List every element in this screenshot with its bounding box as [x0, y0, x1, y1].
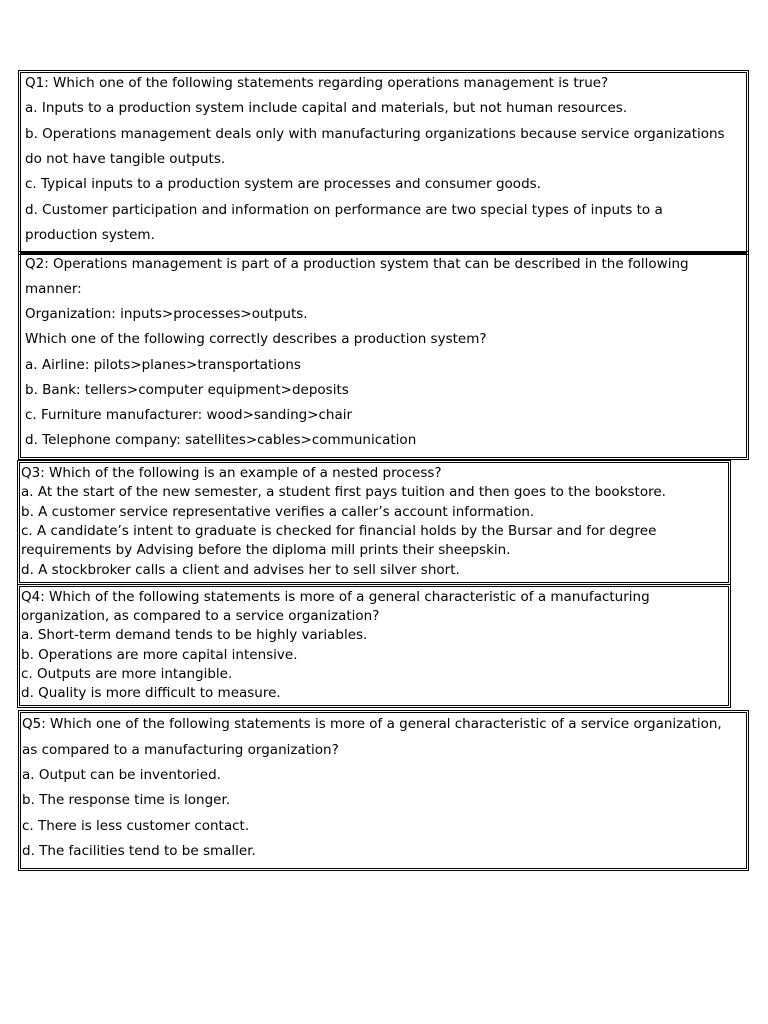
question-4-box [19, 586, 729, 706]
question-2-box [20, 253, 747, 458]
question-2-option-c: c. Furniture manufacturer: wood>sanding>chair [25, 407, 353, 423]
question-5-option-c: c. There is less customer contact. [22, 818, 250, 834]
question-1-option-d: d. Customer participation and information on performance are two special types of inputs to a [25, 202, 663, 218]
question-4-option-d: d. Quality is more difficult to measure. [21, 685, 281, 701]
question-3-stem: Q3: Which of the following is an example of a nested process? [21, 465, 442, 481]
question-4-option-c: c. Outputs are more intangible. [21, 666, 233, 682]
question-2-option-d: d. Telephone company: satellites>cables>communication [25, 432, 417, 448]
question-1-option-b: b. Operations management deals only with manufacturing organizations because service organizations [25, 126, 725, 142]
question-5-option-d: d. The facilities tend to be smaller. [22, 843, 256, 859]
question-4-stem-cont: organization, as compared to a service organization? [21, 608, 380, 624]
question-4-stem: Q4: Which of the following statements is more of a general characteristic of a manufacturing [21, 589, 650, 605]
question-1-option-c: c. Typical inputs to a production system are processes and consumer goods. [25, 176, 541, 192]
question-4-option-a: a. Short-term demand tends to be highly variables. [21, 627, 368, 643]
question-3-option-c: c. A candidate’s intent to graduate is checked for financial holds by the Bursar and for degree [21, 523, 657, 539]
question-3-box [19, 462, 729, 583]
question-2-option-a: a. Airline: pilots>planes>transportations [25, 357, 301, 373]
question-2-prompt: Which one of the following correctly describes a production system? [25, 331, 487, 347]
question-1-stem: Q1: Which one of the following statements regarding operations management is true? [25, 75, 609, 91]
question-3-option-a: a. At the start of the new semester, a student first pays tuition and then goes to the bookstore. [21, 484, 666, 500]
question-1-box [20, 72, 747, 253]
question-2-stem-cont: manner: [25, 281, 82, 297]
question-1-option-b-cont: do not have tangible outputs. [25, 151, 226, 167]
question-3-option-c-cont: requirements by Advising before the diploma mill prints their sheepskin. [21, 542, 511, 558]
question-5-stem-cont: as compared to a manufacturing organization? [22, 742, 339, 758]
question-5-box [20, 712, 747, 869]
question-5-option-a: a. Output can be inventoried. [22, 767, 221, 783]
question-1-option-d-cont: production system. [25, 227, 155, 243]
question-3-option-d: d. A stockbroker calls a client and advises her to sell silver short. [21, 562, 460, 578]
question-3-option-b: b. A customer service representative verifies a caller’s account information. [21, 504, 535, 520]
question-5-stem: Q5: Which one of the following statements is more of a general characteristic of a service organization, [22, 716, 722, 732]
question-5-option-b: b. The response time is longer. [22, 792, 231, 808]
question-2-option-b: b. Bank: tellers>computer equipment>deposits [25, 382, 349, 398]
question-2-stem: Q2: Operations management is part of a production system that can be described in the following [25, 256, 689, 272]
question-4-option-b: b. Operations are more capital intensive. [21, 647, 298, 663]
question-2-model: Organization: inputs>processes>outputs. [25, 306, 308, 322]
question-1-option-a: a. Inputs to a production system include capital and materials, but not human resources. [25, 100, 628, 116]
